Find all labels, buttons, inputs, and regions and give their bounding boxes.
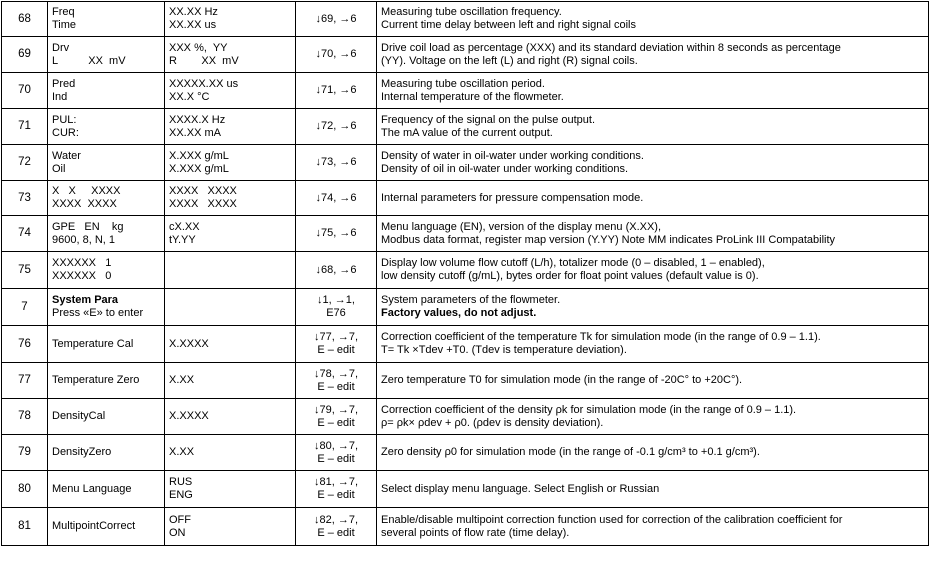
table-row bbox=[2, 109, 929, 145]
row-number: 70 bbox=[2, 73, 48, 109]
table-row bbox=[2, 471, 929, 508]
navigation-key: E – edit bbox=[317, 526, 355, 539]
navigation-keys bbox=[296, 2, 377, 37]
description bbox=[377, 252, 929, 289]
navigation-keys bbox=[296, 181, 377, 216]
row-number: 69 bbox=[2, 37, 48, 73]
display-value: X.XXX g/mL bbox=[169, 162, 229, 175]
navigation-key: ↓77, →7, bbox=[313, 331, 359, 343]
display-values bbox=[165, 145, 296, 181]
navigation-key: E – edit bbox=[317, 380, 355, 393]
table-row bbox=[2, 363, 929, 399]
table-row bbox=[2, 252, 929, 289]
display-label: DensityZero bbox=[52, 446, 112, 458]
display-values bbox=[165, 37, 296, 73]
display-value: RUS bbox=[169, 476, 193, 488]
navigation-key: E – edit bbox=[317, 416, 355, 429]
display-labels bbox=[48, 2, 165, 37]
display-label: GPE EN kg bbox=[52, 220, 124, 233]
navigation-keys bbox=[296, 216, 377, 252]
display-value: X.XX bbox=[169, 446, 195, 458]
display-label: XXXX XXXX bbox=[52, 198, 117, 210]
description bbox=[377, 326, 929, 363]
display-label: Temperature Cal bbox=[52, 337, 134, 350]
navigation-keys bbox=[296, 289, 377, 326]
table-row bbox=[2, 435, 929, 471]
display-labels bbox=[48, 73, 165, 109]
description-line: Modbus data format, register map version (Y.YY) Note MM indicates ProLink III Compatability bbox=[381, 233, 836, 246]
table-row bbox=[2, 326, 929, 363]
display-labels bbox=[48, 216, 165, 252]
navigation-key: ↓78, →7, bbox=[313, 367, 359, 380]
display-label: L XX mV bbox=[52, 54, 126, 67]
display-value: XXXXX.XX us bbox=[169, 77, 239, 90]
display-labels bbox=[48, 145, 165, 181]
display-values bbox=[165, 289, 296, 326]
navigation-key: E – edit bbox=[317, 452, 355, 465]
row-number: 71 bbox=[2, 109, 48, 145]
display-labels bbox=[48, 435, 165, 471]
display-label: Press «E» to enter bbox=[52, 307, 144, 319]
description-line: (YY). Voltage on the left (L) and right (R) signal coils. bbox=[381, 54, 638, 67]
display-value: ENG bbox=[169, 489, 193, 501]
description bbox=[377, 216, 929, 252]
row-number: 72 bbox=[2, 145, 48, 181]
table-row bbox=[2, 2, 929, 37]
description bbox=[377, 73, 929, 109]
display-labels bbox=[48, 363, 165, 399]
navigation-keys bbox=[296, 252, 377, 289]
navigation-key: ↓73, →6 bbox=[315, 156, 357, 168]
row-number: 68 bbox=[2, 2, 48, 37]
display-value: XXXX XXXX bbox=[169, 185, 237, 197]
navigation-key: ↓82, →7, bbox=[313, 513, 359, 526]
description-line: System parameters of the flowmeter. bbox=[381, 294, 561, 306]
display-label: Time bbox=[52, 19, 77, 31]
row-number: 75 bbox=[2, 252, 48, 289]
parameter-table bbox=[1, 1, 929, 546]
display-value: R XX mV bbox=[169, 54, 239, 67]
display-label: CUR: bbox=[52, 126, 79, 139]
table-row bbox=[2, 37, 929, 73]
navigation-keys bbox=[296, 363, 377, 399]
description-line: Internal parameters for pressure compensation mode. bbox=[381, 191, 644, 204]
display-labels bbox=[48, 181, 165, 216]
display-label: Pred bbox=[52, 77, 76, 90]
description-line: Zero density ρ0 for simulation mode (in the range of -0.1 g/cm³ to +0.1 g/cm³). bbox=[381, 446, 760, 458]
navigation-key: ↓70, →6 bbox=[315, 48, 357, 60]
navigation-key: ↓81, →7, bbox=[313, 476, 359, 488]
display-labels bbox=[48, 252, 165, 289]
row-number: 73 bbox=[2, 181, 48, 216]
display-value: X.XXX g/mL bbox=[169, 149, 229, 162]
display-values bbox=[165, 399, 296, 435]
description-line: Zero temperature T0 for simulation mode (in the range of -20C° to +20C°). bbox=[381, 374, 743, 386]
description bbox=[377, 435, 929, 471]
row-number: 79 bbox=[2, 435, 48, 471]
navigation-keys bbox=[296, 37, 377, 73]
display-labels bbox=[48, 508, 165, 546]
navigation-key: ↓68, →6 bbox=[315, 263, 357, 276]
navigation-key: ↓72, →6 bbox=[315, 120, 357, 132]
display-label: Menu Language bbox=[52, 482, 132, 495]
display-labels bbox=[48, 471, 165, 508]
display-label: XXXXXX 1 bbox=[52, 257, 112, 269]
navigation-key: E – edit bbox=[317, 489, 355, 501]
row-number: 81 bbox=[2, 508, 48, 546]
display-label: X X XXXX bbox=[52, 185, 121, 197]
display-values bbox=[165, 2, 296, 37]
display-label: Ind bbox=[52, 90, 68, 103]
display-value: XX.XX Hz bbox=[169, 6, 218, 18]
description-line: Drive coil load as percentage (XXX) and its standard deviation within 8 seconds as percentage bbox=[381, 41, 841, 54]
description-line: Correction coefficient of the temperature Tk for simulation mode (in the range of 0.9 – 1.1). bbox=[381, 331, 821, 343]
row-number: 77 bbox=[2, 363, 48, 399]
display-label: 9600, 8, N, 1 bbox=[52, 233, 115, 246]
description bbox=[377, 37, 929, 73]
description-line: Measuring tube oscillation frequency. bbox=[381, 6, 562, 18]
navigation-keys bbox=[296, 326, 377, 363]
table-row bbox=[2, 399, 929, 435]
display-label: Oil bbox=[52, 162, 66, 175]
navigation-keys bbox=[296, 435, 377, 471]
display-values bbox=[165, 216, 296, 252]
description bbox=[377, 508, 929, 546]
display-labels bbox=[48, 37, 165, 73]
navigation-keys bbox=[296, 109, 377, 145]
table-row bbox=[2, 181, 929, 216]
description bbox=[377, 2, 929, 37]
display-values bbox=[165, 363, 296, 399]
display-value: cX.XX bbox=[169, 220, 200, 233]
table-row bbox=[2, 508, 929, 546]
navigation-keys bbox=[296, 145, 377, 181]
description bbox=[377, 399, 929, 435]
table-row bbox=[2, 289, 929, 326]
display-value: X.XXXX bbox=[169, 410, 209, 422]
display-value: XX.XX mA bbox=[169, 126, 221, 139]
description-line: Correction coefficient of the density ρk for simulation mode (in the range of 0.9 – 1.1). bbox=[381, 403, 797, 416]
navigation-keys bbox=[296, 399, 377, 435]
navigation-key: ↓69, →6 bbox=[315, 12, 357, 25]
row-number: 7 bbox=[2, 289, 48, 326]
display-value: XX.XX us bbox=[169, 19, 217, 31]
display-labels bbox=[48, 109, 165, 145]
display-labels bbox=[48, 326, 165, 363]
description-line: The mA value of the current output. bbox=[381, 126, 553, 139]
display-value: XX.X °C bbox=[169, 90, 210, 103]
description-line: Frequency of the signal on the pulse output. bbox=[381, 113, 596, 126]
display-label: MultipointCorrect bbox=[52, 520, 136, 532]
navigation-keys bbox=[296, 471, 377, 508]
navigation-key: ↓74, →6 bbox=[315, 191, 357, 204]
navigation-key: E76 bbox=[326, 307, 346, 319]
display-value: ON bbox=[169, 526, 186, 539]
display-label: PUL: bbox=[52, 113, 77, 126]
description-line: Measuring tube oscillation period. bbox=[381, 77, 545, 90]
display-value: XXXX XXXX bbox=[169, 198, 237, 210]
navigation-keys bbox=[296, 73, 377, 109]
navigation-key: ↓79, →7, bbox=[313, 403, 359, 416]
row-number: 80 bbox=[2, 471, 48, 508]
display-label: Freq bbox=[52, 6, 75, 18]
table-row bbox=[2, 145, 929, 181]
table-row bbox=[2, 73, 929, 109]
row-number: 74 bbox=[2, 216, 48, 252]
description-line: low density cutoff (g/mL), bytes order for float point values (default value is 0). bbox=[381, 270, 759, 282]
display-values bbox=[165, 109, 296, 145]
description-line: Display low volume flow cutoff (L/h), totalizer mode (0 – disabled, 1 – enabled), bbox=[381, 257, 765, 269]
display-values bbox=[165, 508, 296, 546]
description-line: Density of oil in oil-water under working conditions. bbox=[381, 162, 629, 175]
display-value: OFF bbox=[169, 513, 191, 526]
row-number: 76 bbox=[2, 326, 48, 363]
display-values bbox=[165, 181, 296, 216]
display-values bbox=[165, 252, 296, 289]
display-value: XXX %, YY bbox=[169, 41, 228, 54]
display-label: Temperature Zero bbox=[52, 374, 140, 386]
description bbox=[377, 145, 929, 181]
description-line: Density of water in oil-water under working conditions. bbox=[381, 149, 644, 162]
description-line: Enable/disable multipoint correction function used for correction of the calibration coefficient for bbox=[381, 513, 843, 526]
description-line: T= Tk ×Tdev +T0. (Tdev is temperature deviation). bbox=[381, 344, 627, 356]
display-values bbox=[165, 471, 296, 508]
display-labels bbox=[48, 399, 165, 435]
navigation-key: ↓1, →1, bbox=[317, 294, 355, 306]
display-value: X.XX bbox=[169, 374, 195, 386]
display-labels bbox=[48, 289, 165, 326]
display-value: XXXX.X Hz bbox=[169, 113, 226, 126]
description-line: Internal temperature of the flowmeter. bbox=[381, 90, 564, 103]
display-label: System Para bbox=[52, 294, 119, 306]
navigation-key: ↓71, →6 bbox=[315, 84, 357, 96]
description bbox=[377, 363, 929, 399]
display-label: Water bbox=[52, 149, 81, 162]
display-value: tY.YY bbox=[169, 233, 196, 246]
description bbox=[377, 471, 929, 508]
description-line: Select display menu language. Select English or Russian bbox=[381, 482, 660, 495]
display-label: DensityCal bbox=[52, 410, 106, 422]
description-line: Current time delay between left and right signal coils bbox=[381, 19, 636, 31]
display-label: Drv bbox=[52, 41, 70, 54]
description bbox=[377, 289, 929, 326]
display-values bbox=[165, 73, 296, 109]
description-line: Factory values, do not adjust. bbox=[381, 307, 537, 319]
display-values bbox=[165, 435, 296, 471]
description-line: ρ= ρk× ρdev + ρ0. (ρdev is density deviation). bbox=[381, 416, 604, 429]
display-values bbox=[165, 326, 296, 363]
navigation-key: ↓75, →6 bbox=[315, 227, 357, 239]
description-line: several points of flow rate (time delay). bbox=[381, 526, 570, 539]
row-number: 78 bbox=[2, 399, 48, 435]
description bbox=[377, 181, 929, 216]
description bbox=[377, 109, 929, 145]
navigation-key: E – edit bbox=[317, 344, 355, 356]
display-label: XXXXXX 0 bbox=[52, 270, 112, 282]
navigation-keys bbox=[296, 508, 377, 546]
display-value: X.XXXX bbox=[169, 337, 209, 350]
navigation-key: ↓80, →7, bbox=[313, 439, 359, 452]
description-line: Menu language (EN), version of the display menu (X.XX), bbox=[381, 220, 662, 233]
table-row bbox=[2, 216, 929, 252]
